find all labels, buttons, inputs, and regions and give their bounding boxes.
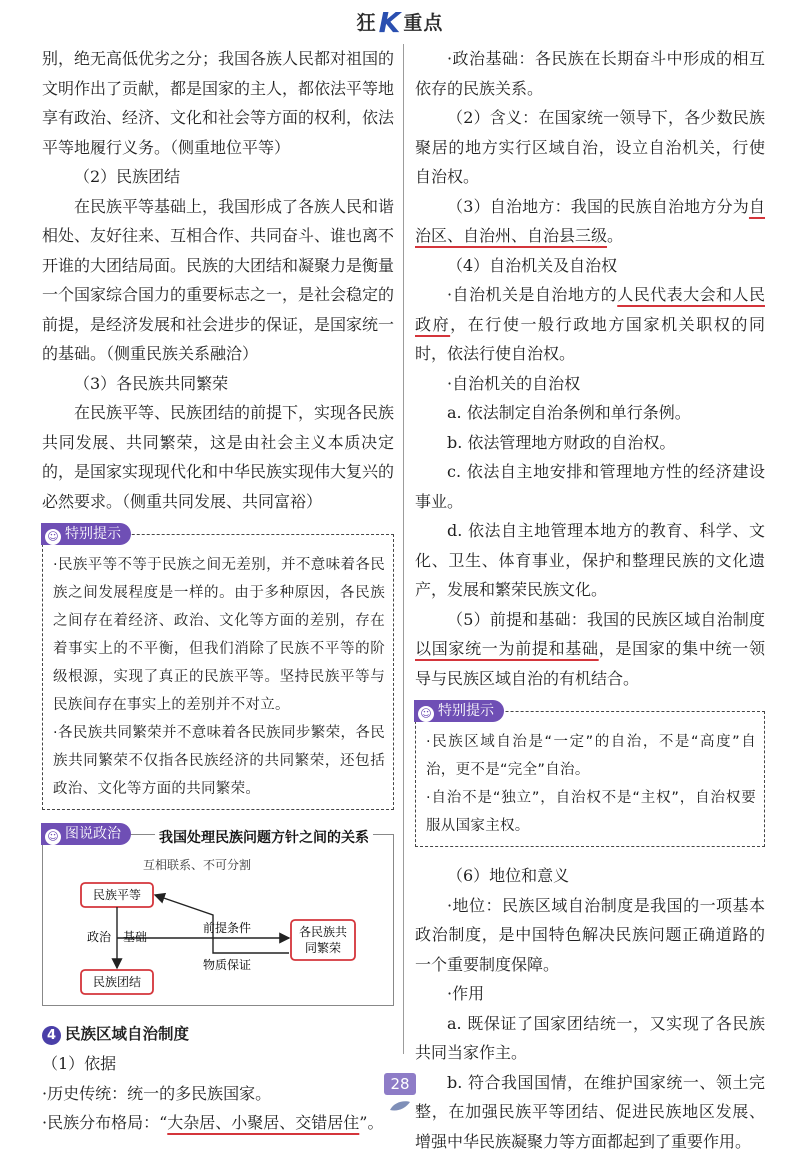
label-material: 物质保证 [203,957,251,972]
tip-body [416,712,764,846]
underlined-key-phrase: 人民代表大会和人民政府 [415,285,765,334]
label-premise: 前提条件 [203,920,251,935]
paragraph: 在民族平等、民族团结的前提下，实现各民族共同发展、共同繁荣，这是由社会主义本质决定的，是国家实现现代化和中华民族实现伟大复兴的必然要求。（侧重共同发展、共同富裕） [42,398,394,516]
tip-icon: ☺ [45,529,61,545]
text-run: （3）自治地方：我国的民族自治地方分为 [447,197,749,216]
text-run: ·民族分布格局：“ [42,1113,167,1132]
column-divider [403,44,404,1054]
bullet-item: ·地位：民族区域自治制度是我国的一项基本政治制度，是中国特色解决民族问题正确道路的一个重要制度保障。 [415,891,765,980]
list-item: b. 依法管理地方财政的自治权。 [415,428,765,458]
text-run: 。 [607,226,623,245]
bullet-item: ·自治机关的自治权 [415,369,765,399]
tip-box [415,711,765,847]
paragraph [415,605,765,694]
bullet-item: ·历史传统：统一的多民族国家。 [42,1079,394,1109]
box-prosperity-label-1: 各民族共 [299,924,347,939]
section-heading [42,1020,394,1049]
underlined-key-phrase: 自治区、自治州、自治县三级 [415,197,765,246]
diagram-graphic [43,835,395,1005]
brand-k-letter: K [379,6,402,39]
brand-logo [0,6,800,39]
list-item: d. 依法自主地管理本地方的教育、科学、文化、卫生、体育事业，保护和整理民族的文化遗产，发展和繁荣民族文化。 [415,516,765,605]
tip-tag [41,523,131,545]
paragraph: 别，绝无高低优劣之分；我国各族人民都对祖国的文明作出了贡献，都是国家的主人，都依法平等地享有政治、经济、文化和社会等方面的权利，依法平等地履行义务。（侧重地位平等） [42,44,394,162]
relation-diagram [42,834,394,1006]
paragraph: 在民族平等基础上，我国形成了各族人民和谐相处、友好往来、互相合作、共同奋斗、谁也离不开谁的大团结局面。民族的大团结和凝聚力是衡量一个国家综合国力的重要标志之一，是社会稳定的前提，是经济发展和社会进步的保证，是国家统一的基础。（侧重民族关系融洽） [42,192,394,369]
page-number: 28 [384,1073,416,1095]
subheading: （2）民族团结 [42,162,394,192]
underlined-key-phrase: 大杂居、小聚居、交错居住 [167,1113,359,1132]
tip-tag [414,700,504,722]
label-basis: 基础 [123,929,147,944]
paragraph: （2）含义：在国家统一领导下，各少数民族聚居的地方实行区域自治，设立自治机关，行使自治权。 [415,103,765,192]
bullet-item: ·政治基础：各民族在长期奋斗中形成的相互依存的民族关系。 [415,44,765,103]
list-item: a. 依法制定自治条例和单行条例。 [415,398,765,428]
diagram-tag-label: 图说政治 [65,826,121,842]
right-column [415,44,765,1156]
text-run: ·自治机关是自治地方的 [447,285,617,304]
subheading: （3）各民族共同繁荣 [42,369,394,399]
box-equality-label: 民族平等 [93,888,141,902]
tip-item: ·自治不是“独立”，自治权不是“主权”，自治权要服从国家主权。 [426,784,756,840]
left-column [42,44,394,1138]
underlined-key-phrase: 以国家统一为前提和基础 [415,639,599,658]
paragraph [415,192,765,251]
page-header [0,0,800,42]
leaf-ornament-icon [386,1098,414,1114]
text-run: ，是国家的集中统一领导与民族区域自治的有机结合。 [415,639,765,688]
tip-item: ·民族平等不等于民族之间无差别，并不意味着各民族之间发展程度是一样的。由于多种原因，各民族之间存在着经济、政治、文化等方面的差别，存在着事实上的不平衡，但我们消除了民族不平等的阶级根源，实现了真正的民族平等。坚持民族平等与民族间存在事实上的差别并不对立。 [53,551,385,719]
text-run: ”。 [359,1113,383,1132]
tip-item: ·民族区域自治是“一定”的自治，不是“高度”自治，更不是“完全”自治。 [426,728,756,784]
brand-text: 狂 [357,12,377,34]
box-unity-label: 民族团结 [93,974,141,989]
text-run: ，在行使一般行政地方国家机关职权的同时，依法行使自治权。 [415,315,765,364]
bullet-item: ·作用 [415,979,765,1009]
diagram-icon: ☺ [45,829,61,845]
tip-item: ·各民族共同繁荣并不意味着各民族同步繁荣，各民族共同繁荣不仅指各民族经济的共同繁荣，还包括政治、文化等方面的共同繁荣。 [53,719,385,803]
diagram-title: 我国处理民族问题方针之间的关系 [155,827,373,847]
tip-box [42,534,394,810]
tip-tag-label: 特别提示 [438,703,494,719]
list-item: a. 既保证了国家团结统一，又实现了各民族共同当家作主。 [415,1009,765,1068]
subheading: （1）依据 [42,1049,394,1079]
subheading: （6）地位和意义 [415,861,765,891]
label-politics: 政治 [87,929,112,944]
diagram-subtitle: 互相联系、不可分割 [143,857,251,872]
brand-text-2: 重点 [403,12,443,34]
bullet-item [415,280,765,369]
section-number-badge: 4 [42,1026,61,1045]
text-run: （5）前提和基础：我国的民族区域自治制度 [447,610,765,629]
subheading: （4）自治机关及自治权 [415,251,765,281]
list-item: c. 依法自主地安排和管理地方性的经济建设事业。 [415,457,765,516]
section-title: 民族区域自治制度 [65,1025,189,1043]
tip-tag-label: 特别提示 [65,526,121,542]
bullet-item [42,1108,394,1138]
box-prosperity-label-2: 同繁荣 [305,940,341,955]
list-item: b. 符合我国国情，在维护国家统一、领土完整，在加强民族平等团结、促进民族地区发展、增强中华民族凝聚力等方面都起到了重要作用。 [415,1068,765,1156]
tip-icon: ☺ [418,706,434,722]
tip-body [43,535,393,809]
